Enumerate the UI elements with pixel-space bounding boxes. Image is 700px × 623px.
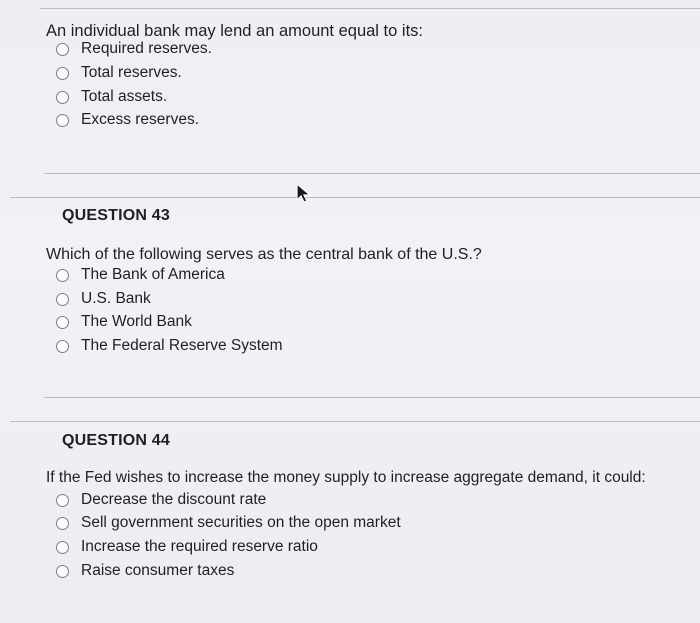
question-44-top-divider (10, 421, 700, 422)
question-43-heading: QUESTION 43 (62, 207, 171, 224)
q43-option-federal-reserve[interactable] (56, 335, 283, 357)
radio-button-icon[interactable] (56, 91, 69, 104)
option-label: Decrease the discount rate (81, 491, 267, 508)
q43-option-world-bank[interactable] (56, 311, 192, 333)
radio-button-icon[interactable] (56, 340, 69, 353)
radio-button-icon[interactable] (56, 43, 69, 56)
radio-button-icon[interactable] (56, 565, 69, 578)
option-label: Excess reserves. (81, 111, 200, 128)
radio-button-icon[interactable] (56, 293, 69, 306)
option-label: Increase the required reserve ratio (81, 538, 318, 555)
radio-button-icon[interactable] (56, 114, 69, 127)
radio-button-icon[interactable] (56, 67, 69, 80)
radio-button-icon[interactable] (56, 316, 69, 329)
q44-option-increase-reserve-ratio[interactable] (56, 536, 318, 558)
option-label: Raise consumer taxes (81, 562, 235, 579)
question-43-end-divider (44, 397, 700, 398)
q44-option-raise-consumer-taxes[interactable] (56, 560, 234, 582)
top-divider (40, 8, 700, 9)
option-label: Total reserves. (81, 64, 182, 81)
option-label: Required reserves. (81, 40, 212, 57)
q44-option-sell-securities[interactable] (56, 512, 401, 534)
question-43-top-divider (10, 197, 700, 198)
option-label: Total assets. (81, 88, 168, 105)
q43-option-bank-of-america[interactable] (56, 264, 225, 286)
option-label: The Bank of America (81, 266, 225, 283)
q44-option-decrease-discount-rate[interactable] (56, 489, 266, 511)
question-42-text: An individual bank may lend an amount equal to its: (46, 22, 423, 40)
q42-option-total-assets[interactable] (56, 86, 167, 108)
q42-option-total-reserves[interactable] (56, 62, 182, 84)
question-42-end-divider (44, 173, 700, 174)
question-43-text: Which of the following serves as the central bank of the U.S.? (46, 246, 482, 263)
option-label: Sell government securities on the open market (81, 514, 401, 531)
option-label: U.S. Bank (81, 290, 151, 307)
option-label: The Federal Reserve System (81, 337, 283, 354)
radio-button-icon[interactable] (56, 541, 69, 554)
q42-option-excess-reserves[interactable] (56, 109, 199, 131)
q42-option-required-reserves[interactable] (56, 38, 212, 60)
radio-button-icon[interactable] (56, 269, 69, 282)
option-label: The World Bank (81, 313, 192, 330)
question-44-text: If the Fed wishes to increase the money supply to increase aggregate demand, it could: (46, 469, 646, 486)
mouse-pointer-icon (295, 182, 313, 204)
radio-button-icon[interactable] (56, 517, 69, 530)
radio-button-icon[interactable] (56, 494, 69, 507)
q43-option-us-bank[interactable] (56, 288, 151, 310)
question-44-heading: QUESTION 44 (62, 432, 171, 449)
